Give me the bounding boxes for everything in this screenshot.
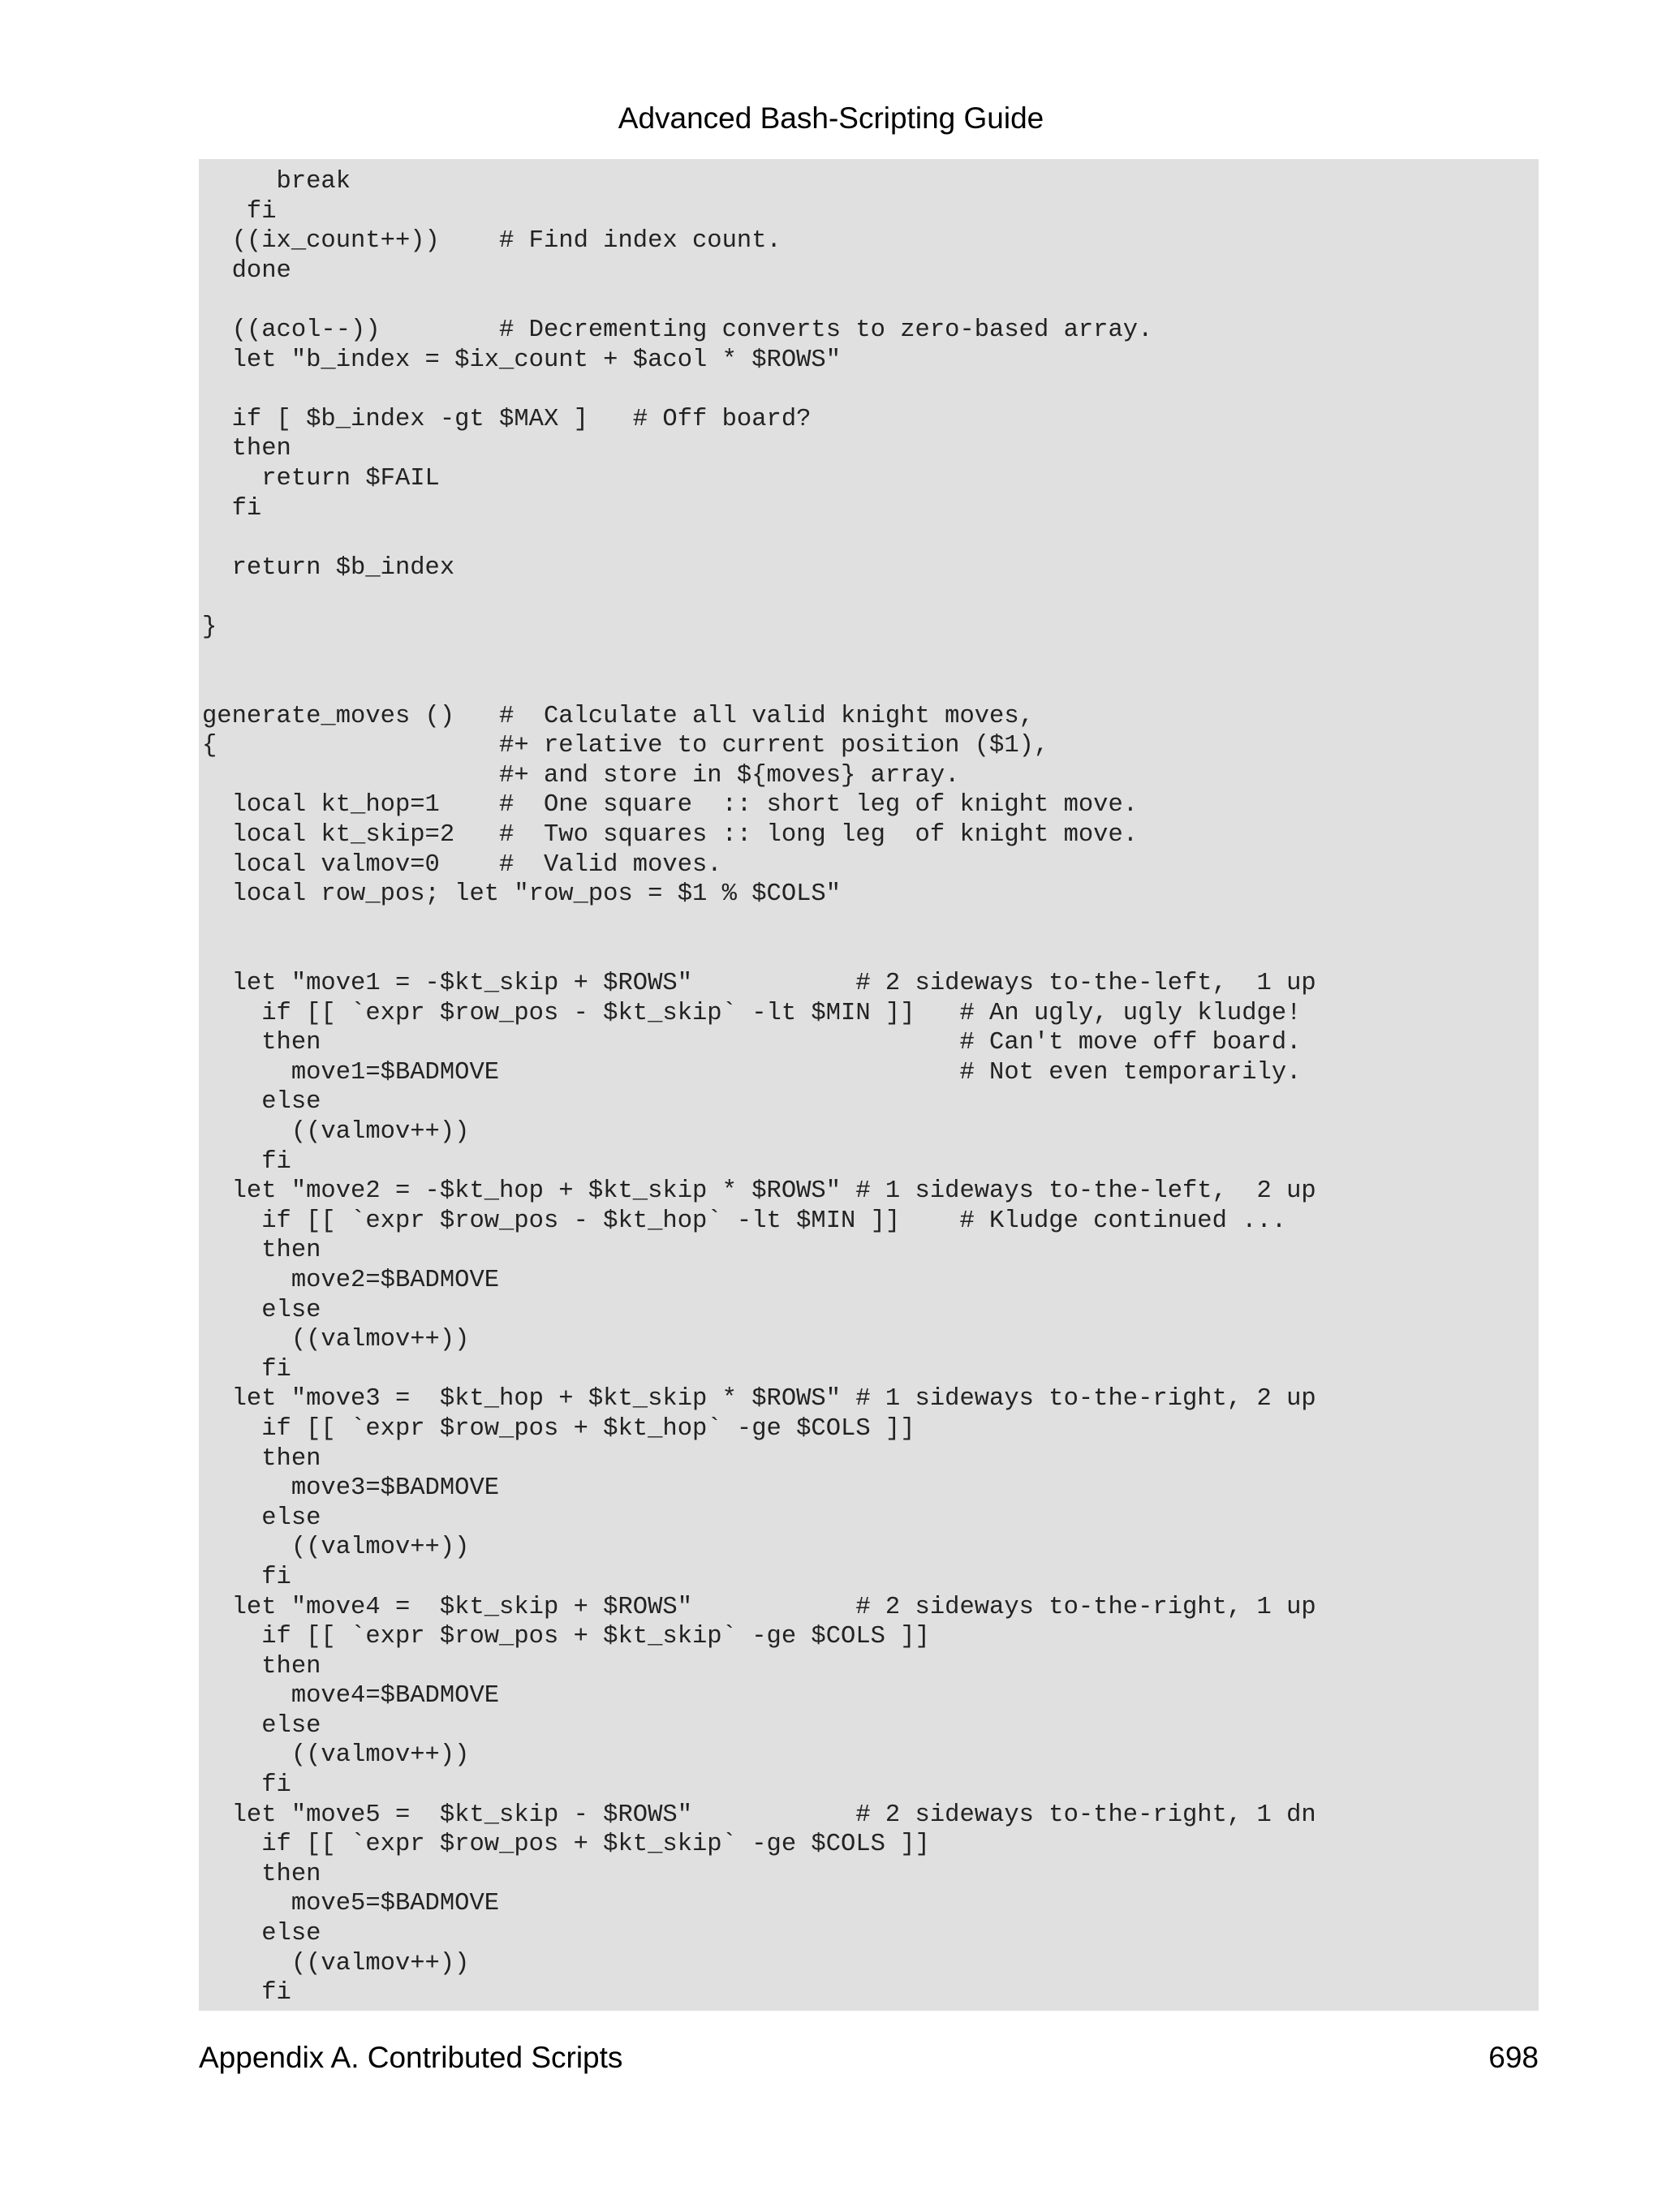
code-line: ((ix_count++)) # Find index count. — [202, 227, 781, 256]
code-line — [202, 286, 1539, 316]
code-line: then — [202, 1860, 321, 1888]
code-line — [202, 939, 1539, 969]
page-footer — [199, 2038, 1539, 2077]
footer-section-title: Appendix A. Contributed Scripts — [199, 2041, 623, 2074]
code-line: local kt_skip=2 # Two squares :: long leg of knight move. — [202, 821, 1139, 850]
code-line: #+ and store in ${moves} array. — [202, 761, 960, 790]
code-line: move2=$BADMOVE — [202, 1266, 500, 1294]
code-line: break — [202, 168, 351, 196]
code-line: else — [202, 1711, 321, 1740]
code-line: } — [202, 613, 217, 641]
code-line: ((valmov++)) — [202, 1741, 470, 1770]
code-line: local kt_hop=1 # One square :: short leg of knight move. — [202, 791, 1139, 820]
code-line: then — [202, 435, 291, 463]
code-line: move4=$BADMOVE — [202, 1682, 500, 1711]
code-line: else — [202, 1088, 321, 1117]
code-line: if [[ `expr $row_pos - $kt_skip` -lt $MIN ]] # An ugly, ugly kludge! — [202, 999, 1302, 1027]
code-line: let "move3 = $kt_hop + $kt_skip * $ROWS" # 1 sideways to-the-right, 2 up — [202, 1385, 1316, 1414]
page-number: 698 — [1488, 2041, 1539, 2074]
code-line: local row_pos; let "row_pos = $1 % $COLS" — [202, 880, 842, 909]
code-line — [202, 375, 1539, 405]
code-line: else — [202, 1920, 321, 1948]
code-line: return $b_index — [202, 553, 455, 582]
code-line: done — [202, 256, 291, 285]
code-line: ((valmov++)) — [202, 1534, 470, 1562]
code-line: else — [202, 1504, 321, 1532]
code-line: ((acol--)) # Decrementing converts to zero-based array. — [202, 316, 1153, 344]
code-line: fi — [202, 494, 262, 523]
code-line: let "move2 = -$kt_hop + $kt_skip * $ROWS" # 1 sideways to-the-left, 2 up — [202, 1177, 1316, 1206]
code-line: then # Can't move off board. — [202, 1029, 1302, 1057]
code-line: fi — [202, 1147, 291, 1176]
code-line — [202, 523, 1539, 553]
code-listing — [199, 159, 1539, 2011]
code-line: ((valmov++)) — [202, 1118, 470, 1146]
page-header-title: Advanced Bash-Scripting Guide — [618, 101, 1044, 135]
code-line: { #+ relative to current position ($1), — [202, 732, 1049, 760]
code-line: let "move4 = $kt_skip + $ROWS" # 2 sideways to-the-right, 1 up — [202, 1593, 1316, 1621]
code-line: move5=$BADMOVE — [202, 1890, 500, 1918]
code-line: if [[ `expr $row_pos - $kt_hop` -lt $MIN ]] # Kludge continued ... — [202, 1207, 1287, 1235]
code-line: let "b_index = $ix_count + $acol * $ROWS" — [202, 346, 842, 374]
code-line — [202, 910, 1539, 940]
code-line: generate_moves () # Calculate all valid knight moves, — [202, 702, 1034, 730]
code-line: then — [202, 1652, 321, 1681]
code-line: fi — [202, 197, 277, 226]
code-line: then — [202, 1237, 321, 1265]
code-line: move3=$BADMOVE — [202, 1474, 500, 1503]
code-line: let "move5 = $kt_skip - $ROWS" # 2 sideways to-the-right, 1 dn — [202, 1801, 1316, 1829]
code-line: fi — [202, 1563, 291, 1591]
code-line — [202, 643, 1539, 673]
code-line: ((valmov++)) — [202, 1949, 470, 1977]
code-line: else — [202, 1296, 321, 1324]
code-line: ((valmov++)) — [202, 1326, 470, 1354]
code-line — [202, 583, 1539, 613]
code-line: local valmov=0 # Valid moves. — [202, 850, 722, 879]
code-line: if [[ `expr $row_pos + $kt_hop` -ge $COLS ]] — [202, 1414, 915, 1443]
code-line: fi — [202, 1771, 291, 1800]
code-line: let "move1 = -$kt_skip + $ROWS" # 2 sideways to-the-left, 1 up — [202, 970, 1316, 998]
code-line: return $FAIL — [202, 464, 440, 493]
code-line: if [[ `expr $row_pos + $kt_skip` -ge $COLS ]] — [202, 1623, 930, 1651]
code-line: fi — [202, 1979, 291, 2008]
code-line: then — [202, 1444, 321, 1473]
code-line: fi — [202, 1355, 291, 1384]
code-line: if [[ `expr $row_pos + $kt_skip` -ge $COLS ]] — [202, 1831, 930, 1859]
code-line: if [ $b_index -gt $MAX ] # Off board? — [202, 405, 812, 433]
code-line — [202, 672, 1539, 702]
code-line: move1=$BADMOVE # Not even temporarily. — [202, 1058, 1302, 1087]
